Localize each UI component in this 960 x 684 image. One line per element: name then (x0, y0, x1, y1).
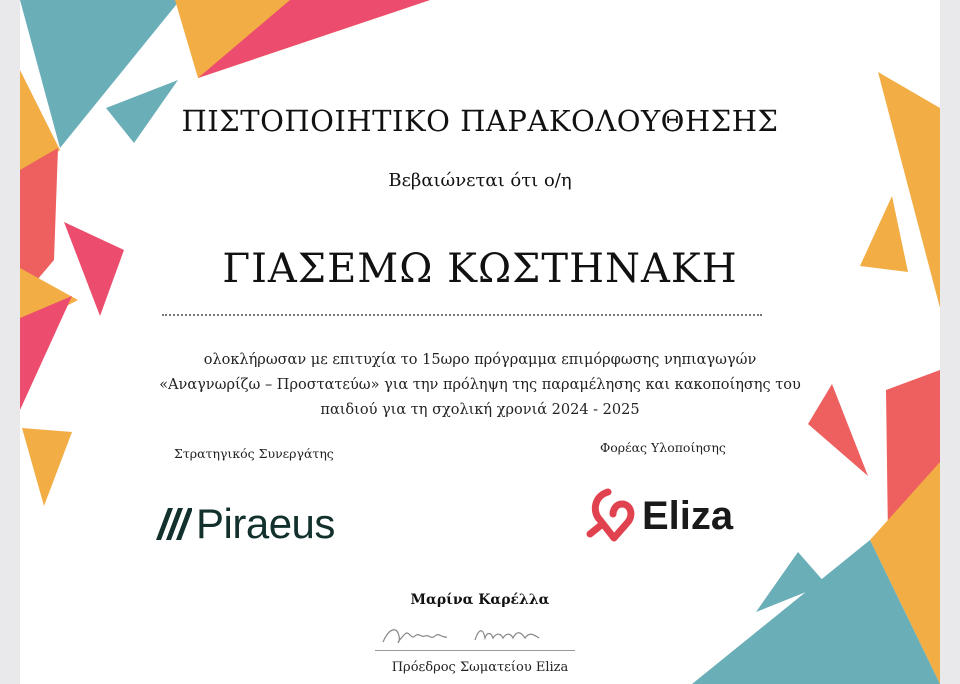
certification-intro: Βεβαιώνεται ότι ο/η (388, 170, 572, 191)
certificate-body (150, 348, 810, 423)
body-line: «Αναγνωρίζω – Προστατεύω» για την πρόληψη της παραμέλησης και κακοποίησης του (159, 377, 801, 393)
signer-name: Μαρίνα Καρέλλα (410, 592, 550, 608)
signature-line (375, 650, 575, 651)
name-underline (162, 314, 762, 316)
signer-role: Πρόεδρος Σωματείου Eliza (391, 660, 569, 675)
piraeus-stripes-icon (148, 504, 192, 544)
implementing-body-label: Φορέας Υλοποίησης (600, 440, 726, 455)
eliza-logo-text: Eliza (642, 493, 734, 538)
certificate-page (20, 0, 940, 684)
triangle-orange-left-bottom (22, 428, 72, 506)
eliza-heart-icon (586, 486, 636, 546)
piraeus-logo-text: Piraeus (196, 500, 335, 547)
body-line: ολοκλήρωσαν με επιτυχία το 15ωρο πρόγραμμα επιμόρφωσης νηπιαγωγών (203, 352, 757, 368)
strategic-partner-label: Στρατηγικός Συνεργάτης (174, 446, 334, 461)
handwritten-signature (375, 618, 575, 650)
body-line: παιδιού για τη σχολική χρονιά 2024 - 2025 (320, 402, 640, 418)
triangle-coral-right-mid (808, 384, 868, 476)
recipient-name: ΓΙΑΣΕΜΩ ΚΩΣΤΗΝΑΚΗ (222, 246, 738, 292)
decorative-triangles (20, 0, 940, 684)
piraeus-logo (148, 500, 335, 548)
certificate-title: ΠΙΣΤΟΠΟΙΗΤΙΚΟ ΠΑΡΑΚΟΛΟΥΘΗΣΗΣ (181, 104, 779, 138)
eliza-logo (586, 486, 733, 546)
